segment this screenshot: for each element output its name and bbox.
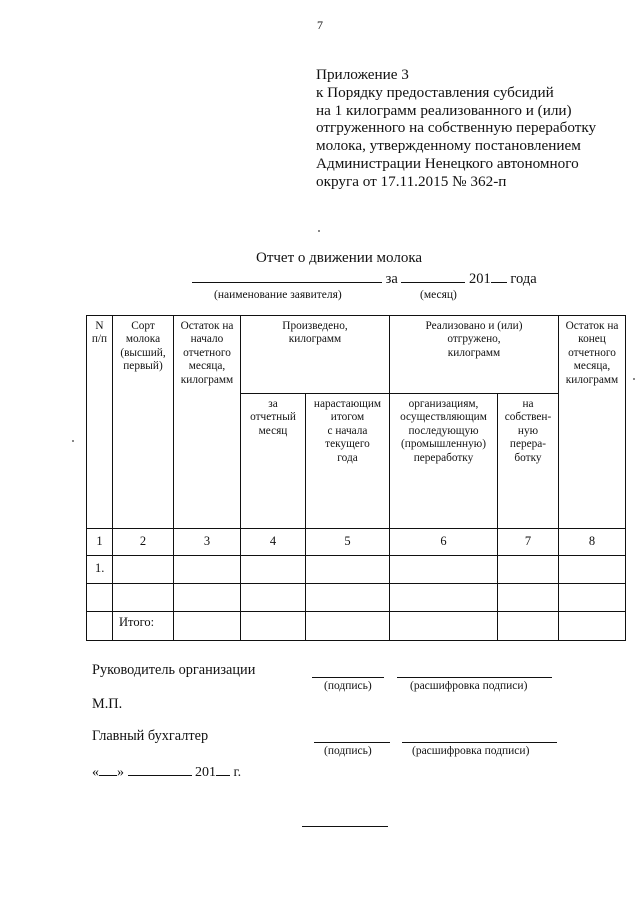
date-open-quote: «: [92, 765, 99, 780]
date-line: [92, 762, 241, 781]
year-prefix: 201: [469, 271, 491, 287]
data-cell[interactable]: [241, 584, 306, 612]
column-number: 2: [113, 529, 174, 556]
header-milk-sort: Сорт молока (высший, первый): [113, 316, 174, 529]
data-cell[interactable]: [390, 584, 498, 612]
applicant-name-blank[interactable]: [192, 268, 382, 283]
stamp-label: М.П.: [92, 696, 123, 712]
data-cell[interactable]: [306, 556, 390, 584]
scan-speck: [318, 230, 320, 232]
decode-caption: (расшифровка подписи): [410, 680, 528, 692]
data-cell[interactable]: [306, 584, 390, 612]
header-sold-processing: организациям, осуществляющим последующую (промышленную) переработку: [390, 394, 498, 529]
report-applicant-line: [192, 268, 537, 288]
month-date-blank[interactable]: [128, 762, 192, 776]
data-cell[interactable]: [559, 556, 626, 584]
year-suffix: года: [510, 271, 537, 287]
head-signature-line[interactable]: [312, 676, 384, 678]
row-number: [87, 612, 113, 641]
row-number: 1.: [87, 556, 113, 584]
header-row-number: N п/п: [87, 316, 113, 529]
column-number: 6: [390, 529, 498, 556]
month-caption: (месяц): [420, 289, 457, 301]
scan-speck: [633, 378, 635, 380]
appendix-line: Администрации Ненецкого автономного: [316, 154, 579, 172]
appendix-line: молока, утвержденному постановлением: [316, 137, 581, 155]
total-label: Итого:: [113, 612, 174, 641]
page-number: 7: [317, 18, 323, 32]
header-produced-ytd: нарастающим итогом с начала текущего года: [306, 394, 390, 529]
header-produced: Произведено, килограмм: [241, 316, 390, 394]
footer-divider: [302, 825, 388, 827]
appendix-line: отгруженного на собственную переработку: [316, 119, 597, 137]
row-number: [87, 584, 113, 612]
head-decode-line[interactable]: [397, 676, 552, 678]
row-sort-cell[interactable]: [113, 584, 174, 612]
data-cell[interactable]: [498, 556, 559, 584]
accountant-label: Главный бухгалтер: [92, 728, 209, 744]
data-cell[interactable]: [174, 556, 241, 584]
data-cell[interactable]: [390, 612, 498, 641]
table-row: [87, 556, 626, 584]
table-row-total: [87, 612, 626, 641]
date-year-prefix: 201: [195, 765, 216, 780]
month-blank[interactable]: [401, 268, 465, 283]
date-close-quote: »: [117, 765, 124, 780]
data-cell[interactable]: [559, 612, 626, 641]
milk-report-table: [86, 315, 626, 641]
header-sold-own: на собствен- ную перера- ботку: [498, 394, 559, 529]
data-cell[interactable]: [498, 584, 559, 612]
for-label: за: [385, 271, 398, 287]
data-cell[interactable]: [174, 612, 241, 641]
signature-caption: (подпись): [324, 680, 372, 692]
column-number: 5: [306, 529, 390, 556]
appendix-line: округа от 17.11.2015 № 362-п: [316, 172, 507, 190]
appendix-line: к Порядку предоставления субсидий: [316, 83, 554, 101]
head-label: Руководитель организации: [92, 662, 256, 678]
column-numbers-row: [87, 529, 626, 556]
signature-caption: (подпись): [324, 745, 372, 757]
day-blank[interactable]: [99, 762, 117, 776]
decode-caption: (расшифровка подписи): [412, 745, 530, 757]
data-cell[interactable]: [174, 584, 241, 612]
date-suffix: г.: [233, 765, 242, 780]
year-blank[interactable]: [491, 268, 507, 283]
data-cell[interactable]: [241, 556, 306, 584]
appendix-header: [316, 66, 636, 191]
appendix-line: на 1 килограмм реализованного и (или): [316, 101, 572, 119]
accountant-signature-line[interactable]: [314, 741, 390, 743]
accountant-decode-line[interactable]: [402, 741, 557, 743]
header-produced-month: за отчетный месяц: [241, 394, 306, 529]
data-cell[interactable]: [559, 584, 626, 612]
column-number: 3: [174, 529, 241, 556]
row-sort-cell[interactable]: [113, 556, 174, 584]
data-cell[interactable]: [390, 556, 498, 584]
applicant-caption: (наименование заявителя): [214, 289, 342, 301]
data-cell[interactable]: [498, 612, 559, 641]
header-sold: Реализовано и (или) отгружено, килограмм: [390, 316, 559, 394]
column-number: 7: [498, 529, 559, 556]
header-balance-end: Остаток на конец отчетного месяца, килограмм: [559, 316, 626, 529]
scan-speck: [72, 440, 74, 442]
table-row: [87, 584, 626, 612]
data-cell[interactable]: [306, 612, 390, 641]
column-number: 1: [87, 529, 113, 556]
data-cell[interactable]: [241, 612, 306, 641]
date-year-blank[interactable]: [216, 762, 230, 776]
header-balance-start: Остаток на начало отчетного месяца, килограмм: [174, 316, 241, 529]
column-number: 4: [241, 529, 306, 556]
appendix-line: Приложение 3: [316, 66, 409, 83]
report-title: Отчет о движении молока: [256, 250, 423, 266]
column-number: 8: [559, 529, 626, 556]
